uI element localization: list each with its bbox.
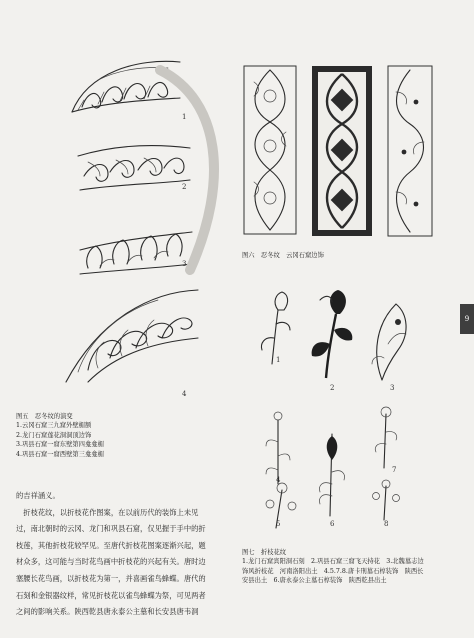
body-line: 的吉祥涵义。 [16, 491, 60, 500]
figure6-strip-left [244, 66, 296, 234]
figure6-caption: 图六 忍冬纹 云冈石窟边饰 [242, 252, 324, 259]
body-line: 石刻和金银器纹样，常见折枝花以雀鸟蜂蝶为祭，可见两者 [16, 590, 206, 600]
figure7-flower-4 [266, 412, 290, 484]
figure7-flower-sprays [248, 284, 448, 544]
figure7-flower-6 [320, 434, 345, 516]
figure7-flower-7 [375, 407, 396, 468]
figure7-marker-8: 8 [384, 520, 389, 528]
figure5-caption-title: 图五 忍冬纹的演变 [16, 413, 73, 420]
figure5-marker-4: 4 [182, 390, 187, 398]
figure7-caption-title: 图七 折枝花纹 [242, 549, 287, 556]
figure7-flower-8 [373, 480, 400, 520]
figure5-caption-line: 2.龙门石窟莲花洞洞顶边饰 [16, 431, 92, 439]
figure7-marker-3: 3 [390, 384, 395, 392]
figure5-caption [16, 412, 104, 459]
figure5-marker-1: 1 [182, 113, 187, 121]
figure7-marker-4: 4 [276, 476, 281, 484]
figure7-caption [242, 548, 424, 586]
figure5-marker-3: 3 [182, 260, 187, 268]
body-line: 过，南北朝时的云冈、龙门和巩县石窟，仅见握于手中的折 [16, 524, 206, 534]
figure5-marker-2: 2 [182, 183, 187, 191]
figure5-caption-line: 3.巩县石窟一窟东壁第四龛龛楣 [16, 441, 104, 449]
figure7-flower-1 [262, 292, 291, 364]
figure6-strip-right [388, 66, 432, 236]
figure7-marker-7: 7 [392, 466, 397, 474]
figure7-flower-3 [372, 304, 406, 380]
body-line: 折枝花纹，以折枝花作图案，在以前历代的装饰上未见 [16, 507, 199, 517]
figure5-caption-line: 1.云冈石窟三九窟外壁楣额 [16, 422, 92, 430]
body-line: 塞腰长花鸟画，以折枝花为第一，并喜画雀鸟蜂蝶。唐代的 [16, 573, 206, 583]
page-number-tab: 9 [460, 304, 474, 334]
figure6-border-strips [240, 62, 440, 242]
figure7-caption-line: 饰风折枝花 河南洛阳出土 4.5.7.8.唐卡刑墓石椁装饰 陕西长 [242, 567, 424, 575]
figure7-marker-2: 2 [330, 384, 335, 392]
background-swirl [150, 60, 230, 280]
body-line: 之间的影响关系。陕西乾县唐永泰公主墓和长安县唐韦洞 [16, 607, 199, 617]
figure7-marker-6: 6 [330, 520, 335, 528]
figure7-caption-line: 1.龙门石窟宾阳洞石刻 2.巩县石窟三窟飞天持花 3.北魏墓志边 [242, 558, 424, 566]
body-text [16, 488, 242, 621]
figure5-caption-line: 4.巩县石窟一窟西壁第三龛龛楣 [16, 450, 104, 458]
figure7-caption-line: 安县出土 6.唐永泰公主墓石椁装饰 陕西乾县出土 [242, 577, 387, 585]
body-line: 枝莲，其他折枝花较罕见。至唐代折枝花图案逐渐兴起，题 [16, 540, 206, 550]
figure7-marker-5: 5 [276, 520, 281, 528]
figure7-marker-1: 1 [276, 356, 281, 364]
figure5-motif-4 [66, 290, 198, 382]
figure7-flower-2 [312, 290, 353, 378]
figure7-flower-5 [266, 483, 296, 528]
body-line: 材众多，这可能与当时花鸟画中折枝花的兴起有关。唐时边 [16, 557, 206, 567]
figure6-strip-middle [312, 66, 372, 236]
